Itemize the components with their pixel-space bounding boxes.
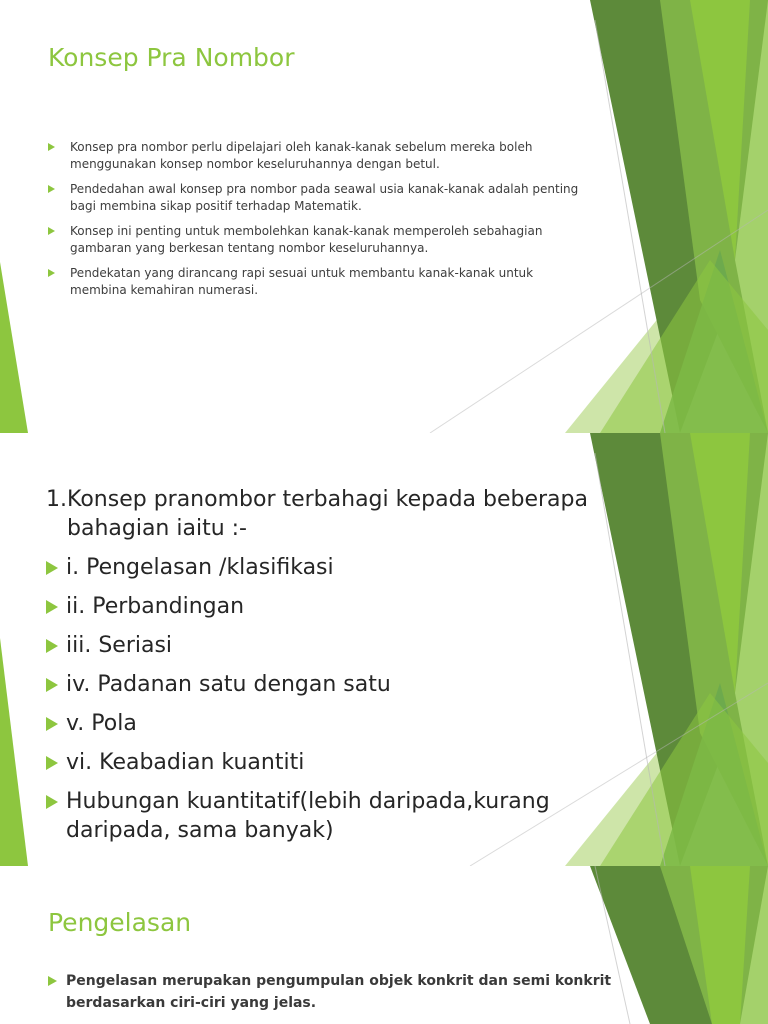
bullet-arrow-icon — [48, 976, 57, 986]
bullet-list — [48, 139, 583, 307]
bullet-list — [48, 970, 648, 1014]
slide-pengelasan — [0, 866, 768, 1024]
bullet-text: iv. Padanan satu dengan satu — [66, 672, 391, 697]
numbered-item — [46, 485, 611, 543]
bullet-arrow-icon — [46, 717, 58, 731]
bullet-item — [46, 748, 611, 777]
bullet-text: Pengelasan merupakan pengumpulan objek konkrit dan semi konkrit berdasarkan ciri-ciri yang jelas. — [66, 973, 612, 1011]
slide-konsep-pra-nombor — [0, 0, 768, 433]
item-text: Konsep pranombor terbahagi kepada beberapa bahagian iaitu :- — [67, 487, 588, 541]
slide-title: Pengelasan — [48, 908, 192, 937]
bullet-arrow-icon — [48, 143, 55, 151]
bullet-arrow-icon — [48, 185, 55, 193]
bahagian-list — [46, 485, 611, 855]
slide-bahagian-konsep — [0, 433, 768, 866]
bullet-item — [48, 181, 583, 215]
bullet-text: ii. Perbandingan — [66, 594, 245, 619]
bullet-text: vi. Keabadian kuantiti — [66, 750, 305, 775]
bullet-text: Konsep ini penting untuk membolehkan kanak-kanak memperoleh sebahagian gambaran yang berkesan tentang nombor keseluruhannya. — [70, 224, 543, 255]
bullet-text: Pendekatan yang dirancang rapi sesuai untuk membantu kanak-kanak untuk membina kemahiran numerasi. — [70, 266, 534, 297]
bullet-arrow-icon — [46, 678, 58, 692]
bullet-arrow-icon — [46, 561, 58, 575]
bullet-item — [48, 265, 583, 299]
slide-title: Konsep Pra Nombor — [48, 43, 295, 72]
bullet-text: i. Pengelasan /klasifikasi — [66, 555, 334, 580]
bullet-arrow-icon — [46, 639, 58, 653]
bullet-arrow-icon — [46, 600, 58, 614]
bullet-text: Hubungan kuantitatif(lebih daripada,kurang daripada, sama banyak) — [66, 789, 550, 843]
bullet-item — [46, 787, 611, 845]
bullet-arrow-icon — [48, 227, 55, 235]
deco-left-triangle — [0, 638, 28, 866]
bullet-item — [46, 592, 611, 621]
bullet-text: v. Pola — [66, 711, 137, 736]
deco-left-triangle — [0, 262, 28, 433]
bullet-item — [48, 970, 648, 1014]
bullet-arrow-icon — [46, 756, 58, 770]
bullet-arrow-icon — [48, 269, 55, 277]
bullet-item — [46, 553, 611, 582]
bullet-text: iii. Seriasi — [66, 633, 173, 658]
bullet-item — [48, 139, 583, 173]
bullet-text: Konsep pra nombor perlu dipelajari oleh kanak-kanak sebelum mereka boleh menggunakan konsep nombor keseluruhannya dengan betul. — [70, 140, 533, 171]
bullet-arrow-icon — [46, 795, 58, 809]
bullet-item — [46, 709, 611, 738]
bullet-text: Pendedahan awal konsep pra nombor pada seawal usia kanak-kanak adalah penting bagi membina sikap positif terhadap Matematik. — [70, 182, 579, 213]
bullet-item — [48, 223, 583, 257]
item-number: 1. — [46, 487, 67, 512]
bullet-item — [46, 631, 611, 660]
bullet-item — [46, 670, 611, 699]
